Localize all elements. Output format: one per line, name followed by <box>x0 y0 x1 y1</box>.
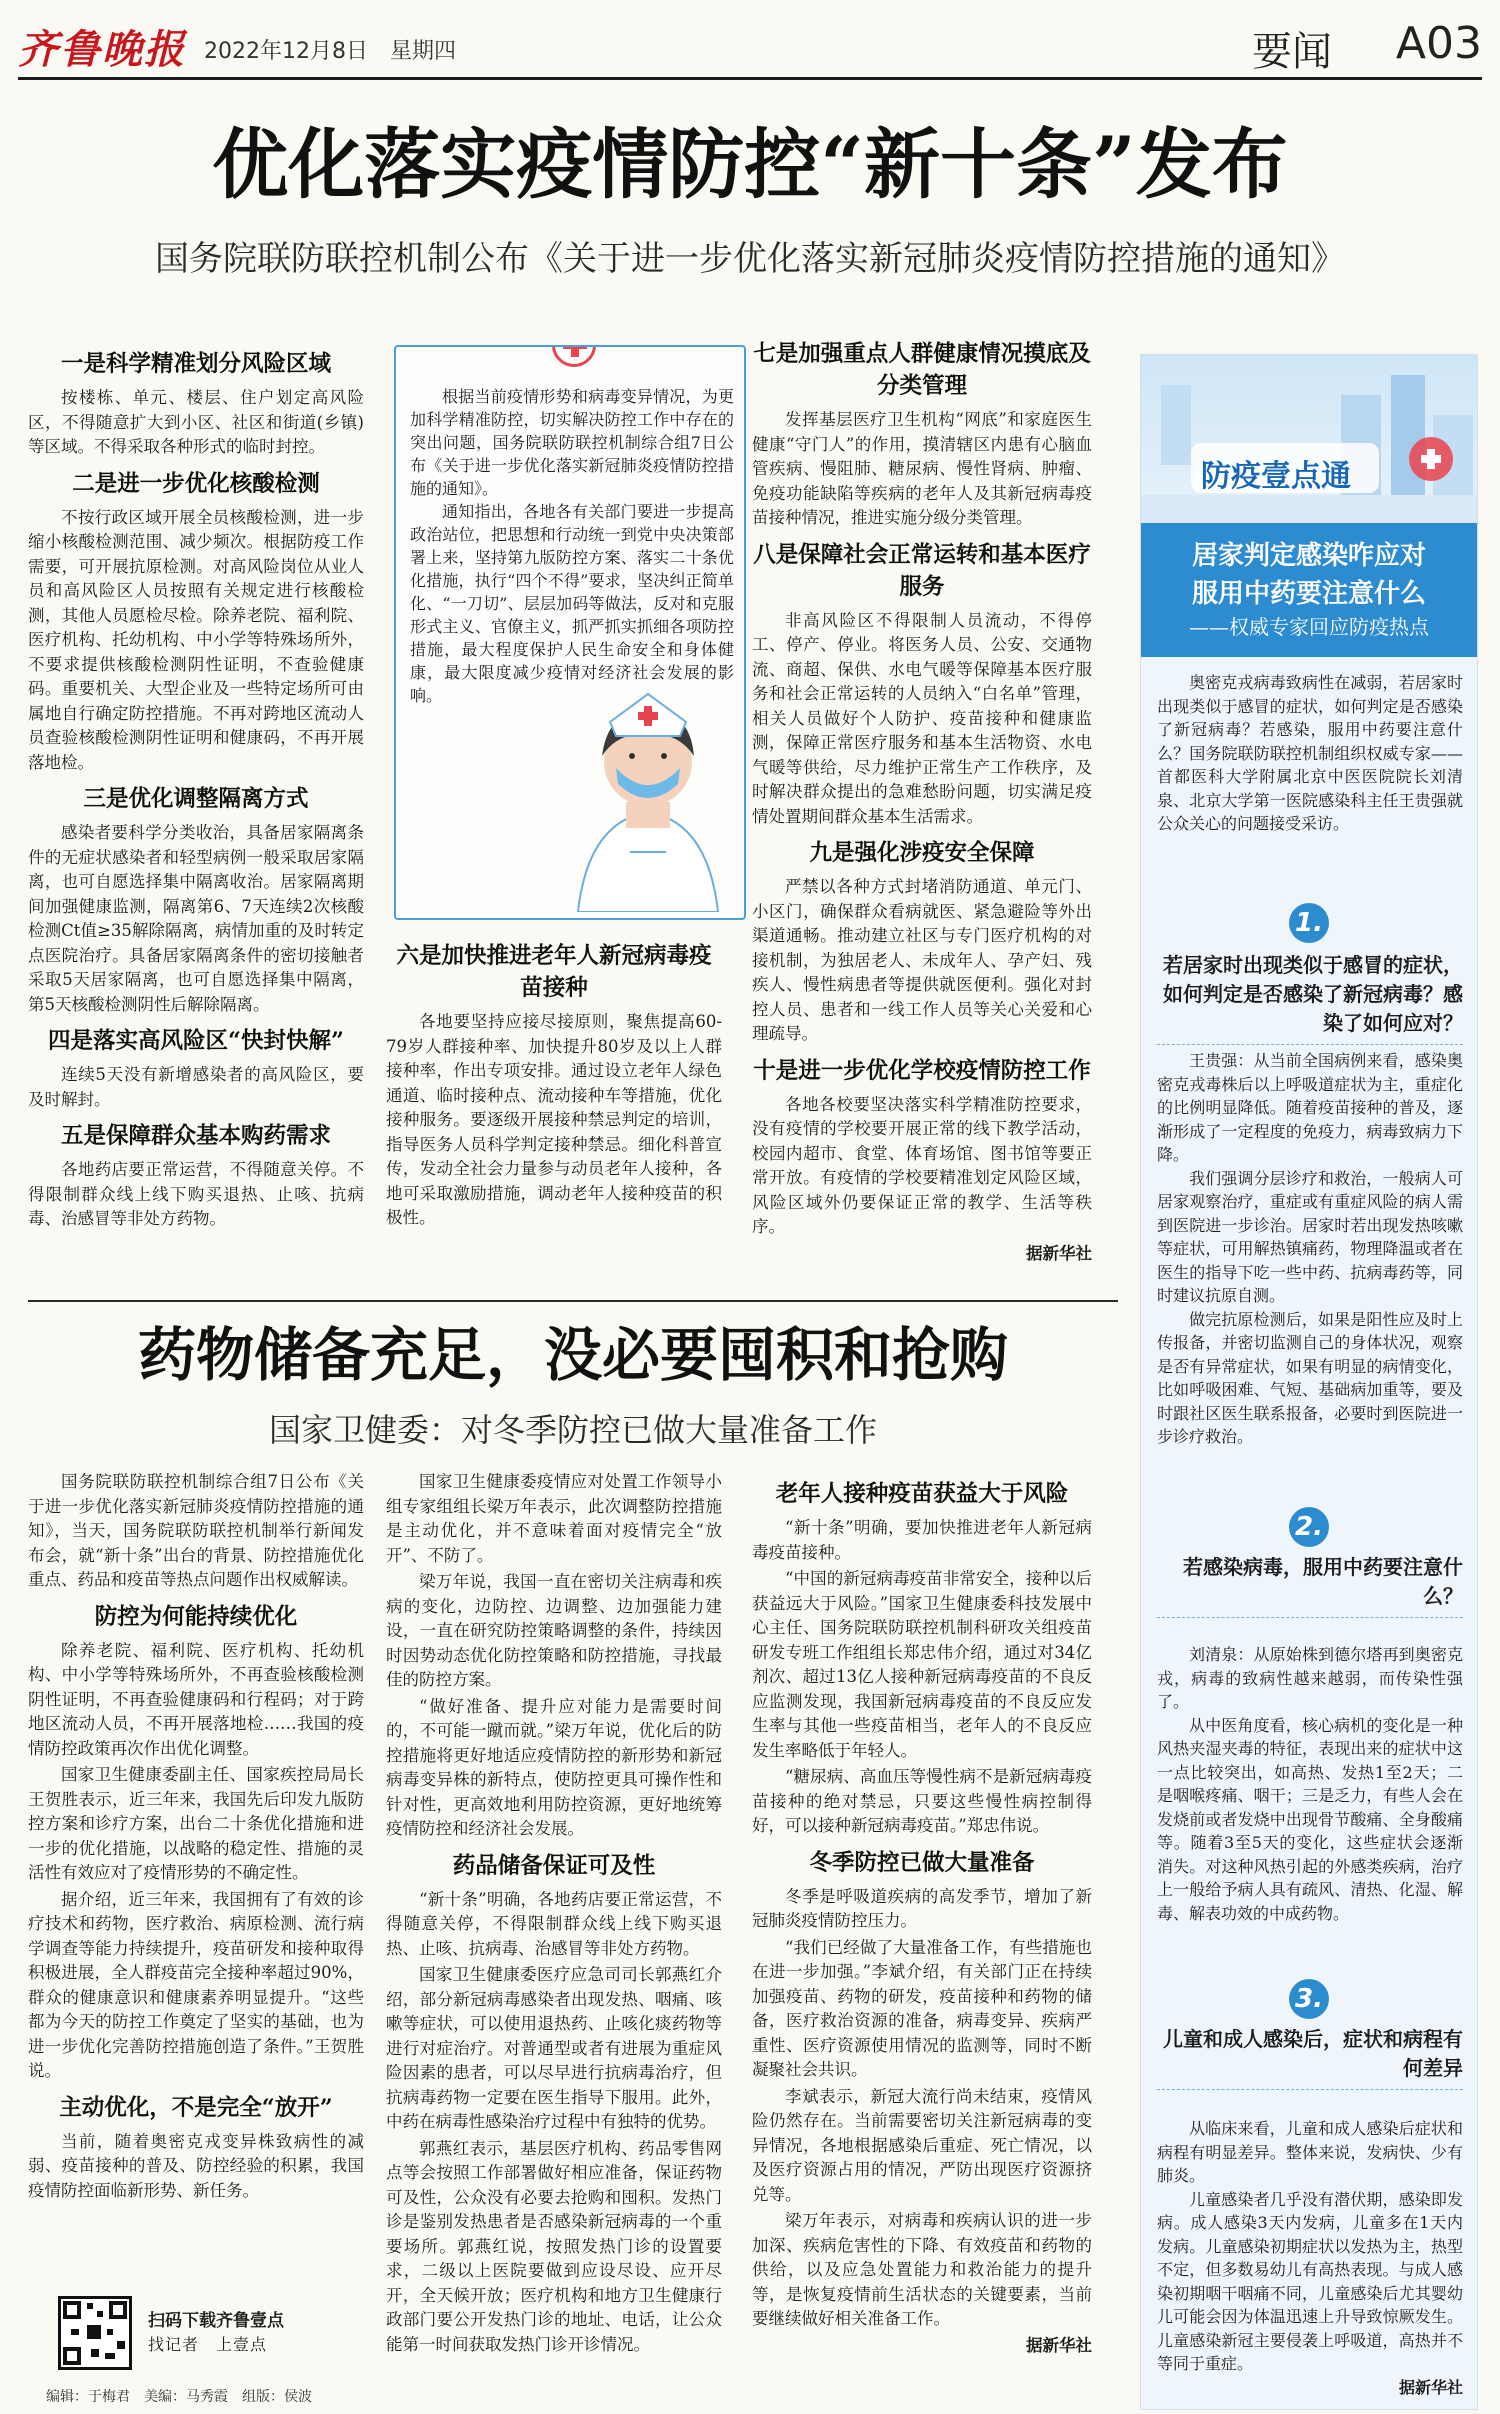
article1-subhead: 国务院联防联控机制公布《关于进一步优化落实新冠肺炎疫情防控措施的通知》 <box>155 239 1345 279</box>
sidebar-qa-panel <box>1140 354 1478 2410</box>
a2-s5-p3: 李斌表示，新冠大流行尚未结束，疫情风险仍然存在。当前需要密切关注新冠病毒的变异情况，各地根据感染后重症、死亡情况，以及医疗资源占用的情况，严防出现医疗资源挤兑等。 <box>752 2086 1092 2204</box>
article2-column-2 <box>386 1470 722 2410</box>
item-4-title: 四是落实高风险区“快封快解” <box>48 1028 344 1054</box>
a2-s3-p2: 国家卫生健康委医疗应急司司长郭燕红介绍，部分新冠病毒感染者出现发热、咽痛、咳嗽等症状，可以使用退热药、止咳化痰药物等进行对症治疗。对普通型或者有进展为重症风险因素的患者，可以尽早进行抗病毒治疗，但抗病毒药物一定要在医生指导下服用。此外，中药在病毒性感染治疗过程中有独特的优势。 <box>386 1965 722 2131</box>
a2-section-4-title: 老年人接种疫苗获益大于风险 <box>775 1481 1069 1507</box>
qa-number-1: 1. <box>1289 903 1329 943</box>
article2-headline: 药物储备充足，没必要囤积和抢购 <box>137 1321 1008 1389</box>
article1-column-3 <box>752 330 1092 1276</box>
article1-column-1 <box>28 340 364 1270</box>
article-divider <box>28 1300 1118 1302</box>
a2-s3-p3: 郭燕红表示，基层医疗机构、药品零售网点等会按照工作部署做好相应准备，保证药物可及性，公众没有必要去抢购和囤积。发热门诊是鉴别发热患者是否感染新冠病毒的一个重要场所。郭燕红说，按照发热门诊的设置要求，二级以上医院要做到应设尽设、应开尽开，全天候开放；医疗机构和地方卫生健康行政部门要公开发热门诊的地址、电话，让公众能第一时间获取发热门诊开诊情况。 <box>386 2138 722 2354</box>
a2-section-3-title: 药品储备保证可及性 <box>452 1852 656 1879</box>
article2-column-1 <box>28 1470 364 2270</box>
article2-credit: 据新华社 <box>1026 2335 1092 2355</box>
item-1-body: 按楼栋、单元、楼层、住户划定高风险区，不得随意扩大到小区、社区和街道(乡镇)等区域。不得采取各种形式的临时封控。 <box>28 388 364 456</box>
a2-s2-p4: “做好准备、提升应对能力是需要时间的，不可能一蹴而就。”梁万年说，优化后的防控措施将更好地适应疫情防控的新形势和新冠病毒变异株的新特点，使防控更具可操作性和针对性，更高效地利用防控资源，更好地统筹疫情防控和经济社会发展。 <box>386 1696 722 1838</box>
sidebar-title-block <box>1141 523 1477 657</box>
sidebar-title-line-1: 居家判定感染咋应对 <box>1191 541 1426 571</box>
sidebar-intro-text: 奥密克戎病毒致病性在减弱，若居家时出现类似于感冒的症状，如何判定是否感染了新冠病毒？若感染，服用中药要注意什么？国务院联防联控机制组织权威专家——首都医科大学附属北京中医医院院长刘清泉、北京大学第一医院感染科主任王贵强就公众关心的问题接受采访。 <box>1157 673 1463 833</box>
item-6-body: 各地要坚持应接尽接原则，聚焦提高60-79岁人群接种率、加快提升80岁及以上人群接种率，作出专项安排。通过设立老年人绿色通道、临时接种点、流动接种车等措施，优化接种服务。要逐级开展接种禁忌判定的培训，指导医务人员科学判定接种禁忌。细化科普宣传，发动全社会力量参与动员老年人接种，各地可采取激励措施，调动老年人接种疫苗的积极性。 <box>386 1012 722 1227</box>
a2-section-2-title: 主动优化，不是完全“放开” <box>59 2094 333 2121</box>
qa-1-answer-p3: 做完抗原检测后，如果是阳性应及时上传报备，并密切监测自己的身体状况，观察是否有异常症状，如果有明显的病情变化，比如呼吸困难、气短、基础病加重等，要及时跟社区医生联系报备，必要时到医院进一步诊疗救治。 <box>1157 1309 1463 1446</box>
qa-2-answer-p1: 刘清泉：从原始株到德尔塔再到奥密克戎，病毒的致病性越来越弱，而传染性强了。 <box>1157 1645 1463 1711</box>
item-5-body: 各地药店要正常运营，不得随意关停。不得限制群众线上线下购买退热、止咳、抗病毒、治感冒等非处方药物。 <box>28 1160 364 1228</box>
qa-3-answer-p2: 儿童感染者几乎没有潜伏期，感染即发病。成人感染3天内发病，儿童多在1天内发病。儿童感染初期症状以发热为主，热型不定，但多数易幼儿有高热表现。与成人感染初期咽干咽痛不同，儿童感染后尤其婴幼儿可能会因为体温迅速上升导致惊厥发生。儿童感染新冠主要侵袭上呼吸道，高热并不等同于重症。 <box>1157 2189 1463 2373</box>
a2-section-5-title: 冬季防控已做大量准备 <box>809 1849 1035 1876</box>
qa-3-question: 儿童和成人感染后，症状和病程有何差异 <box>1157 2025 1463 2090</box>
a2-s4-p1: “新十条”明确，要加快推进老年人新冠病毒疫苗接种。 <box>752 1518 1092 1562</box>
qa-1-question: 若居家时出现类似于感冒的症状，如何判定是否感染了新冠病毒？感染了如何应对？ <box>1157 951 1463 1045</box>
article1-column-2 <box>386 932 722 1272</box>
qa-number-2: 2. <box>1289 1507 1329 1547</box>
a2-s5-p1: 冬季是呼吸道疾病的高发季节，增加了新冠肺炎疫情防控压力。 <box>752 1886 1092 1930</box>
item-8-body: 非高风险区不得限制人员流动，不得停工、停产、停业。将医务人员、公安、交通物流、商超、保供、水电气暖等保障基本医疗服务和社会正常运转的人员纳入“白名单”管理，相关人员做好个人防护、疫苗接种和健康监测，保障正常医疗服务和基本生活物资、水电气暖等供给，尽力维护正常生产工作秩序，及时解决群众提出的急难愁盼问题，切实满足疫情处置期间群众基本生活需求。 <box>752 610 1092 826</box>
a2-s2-p1: 当前，随着奥密克戎变异株致病性的减弱、疫苗接种的普及、防控经验的积累，我国疫情防控面临新形势、新任务。 <box>28 2131 364 2200</box>
intro-paragraph-1: 根据当前疫情形势和病毒变异情况，为更加科学精准防控，切实解决防控工作中存在的突出问题，国务院联防联控机制综合组7日公布《关于进一步优化落实新冠肺炎疫情防控措施的通知》。 <box>410 387 734 498</box>
a2-s4-p3: “糖尿病、高血压等慢性病不是新冠病毒疫苗接种的绝对禁忌，只要这些慢性病控制得好，可以接种新冠病毒疫苗。”郑忠伟说。 <box>752 1767 1092 1835</box>
a2-s5-p4: 梁万年表示，对病毒和疾病认识的进一步加深、疾病危害性的下降、有效疫苗和药物的供给，以及应急处置能力和救治能力的提升等，是恢复疫情前生活状态的关键要素，当前要继续做好相关准备工作。 <box>752 2211 1092 2328</box>
item-9-body: 严禁以各种方式封堵消防通道、单元门、小区门，确保群众看病就医、紧急避险等外出渠道通畅。推动建立社区与专门医疗机构的对接机制，为独居老人、未成年人、孕产妇、残疾人、慢性病患者等提供就医便利。强化对封控人员、患者和一线工作人员等关心关爱和心理疏导。 <box>752 877 1092 1043</box>
issue-date: 2022年12月8日 星期四 <box>204 39 456 64</box>
item-4-body: 连续5天没有新增感染者的高风险区，要及时解封。 <box>28 1065 364 1109</box>
qr-code-icon[interactable] <box>58 2296 132 2370</box>
a2-s2-p2: 国家卫生健康委疫情应对处置工作领导小组专家组组长梁万年表示，此次调整防控措施是主动优化，并不意味着面对疫情完全“放开”、不防了。 <box>386 1472 722 1565</box>
article2-lead: 国务院联防联控机制综合组7日公布《关于进一步优化落实新冠肺炎疫情防控措施的通知》，当天，国务院联防联控机制举行新闻发布会，就“新十条”出台的背景、防控措施优化重点、药品和疫苗等热点问题作出权威解读。 <box>28 1472 364 1589</box>
a2-s1-p3: 据介绍，近三年来，我国拥有了有效的诊疗技术和药物，医疗救治、病原检测、流行病学调查等能力持续提升，疫苗研发和接种取得积极进展，全人群疫苗完全接种率超过90%，群众的健康意识和健康素养明显提升。“这些都为今天的防控工作奠定了坚实的基础，也为进一步优化完善防控措施创造了条件。”王贺胜说。 <box>28 1889 364 2080</box>
sidebar-subtitle: ——权威专家回应防疫热点 <box>1189 615 1429 639</box>
a2-s2-p3: 梁万年说，我国一直在密切关注病毒和疾病的变化，边防控、边调整、边加强能力建设，一直在研究防控策略调整的条件，持续因时因势动态优化防控策略和防控措施，寻找最佳的防控方案。 <box>386 1572 722 1689</box>
qr-caption: 扫码下载齐鲁壹点 <box>148 2311 284 2331</box>
sidebar-intro <box>1157 671 1463 836</box>
item-2-title: 二是进一步优化核酸检测 <box>72 470 320 497</box>
item-7-title: 七是加强重点人群健康情况摸底及分类管理 <box>753 341 1091 399</box>
page-number: A03 <box>1395 18 1482 69</box>
item-8-title: 八是保障社会正常运转和基本医疗服务 <box>753 541 1091 600</box>
item-10-body: 各地各校要坚决落实科学精准防控要求，没有疫情的学校要开展正常的线下教学活动，校园内超市、食堂、体育场馆、图书馆等要正常开放。有疫情的学校要精准划定风险区域，风险区域外仍要保证正常的教学、生活等秩序。 <box>752 1094 1092 1236</box>
item-10-title: 十是进一步优化学校疫情防控工作 <box>753 1057 1091 1084</box>
a2-s5-p2: “我们已经做了大量准备工作，有些措施也在进一步加强。”李斌介绍，有关部门正在持续加强疫苗、药物的研发，疫苗接种和药物的储备，医疗救治资源的准备，病毒变异、疾病严重性、医疗资源使用情况的监测等，同时不断凝聚社会共识。 <box>752 1937 1092 2079</box>
masthead <box>18 14 1482 80</box>
section-name: 要闻 <box>1252 29 1332 75</box>
city-skyline-illustration <box>1141 355 1477 523</box>
qa-3-answer <box>1157 2117 1463 2407</box>
item-7-body: 发挥基层医疗卫生机构“网底”和家庭医生健康“守门人”的作用，摸清辖区内患有心脑血管疾病、慢阻肺、糖尿病、慢性肾病、肿瘤、免疫功能缺陷等疾病的老年人及其新冠病毒疫苗接种情况，推进实施分级分类管理。 <box>752 410 1092 527</box>
item-6-title: 六是加快推进老年人新冠病毒疫苗接种 <box>396 943 712 1001</box>
item-9-title: 九是强化涉疫安全保障 <box>809 840 1035 866</box>
sidebar-banner-tag: 防疫壹点通 <box>1201 459 1351 494</box>
newspaper-logo: 齐鲁晚报 <box>18 26 186 73</box>
medical-cross-icon <box>552 345 596 367</box>
item-2-body: 不按行政区域开展全员核酸检测，进一步缩小核酸检测范围、减少频次。根据防疫工作需要，可开展抗原检测。对高风险岗位从业人员和高风险区人员按照有关规定进行核酸检测，其他人员愿检尽检。除养老院、福利院、医疗机构、托幼机构、中小学等特殊场所外，不要求提供核酸检测阴性证明，不查验健康码。重要机关、大型企业及一些特定场所可由属地自行确定防控措施。不再对跨地区流动人员查验核酸检测阴性证明和健康码，不再开展落地检。 <box>28 507 364 772</box>
intro-text <box>410 385 734 707</box>
qa-1-answer-p2: 我们强调分层诊疗和救治，一般病人可居家观察治疗，重症或有重症风险的病人需到医院进一步诊治。居家时若出现发热咳嗽等症状，可用解热镇痛药，物理降温或者在医生的指导下吃一些中药、抗病毒药等，同时建议抗原自测。 <box>1157 1168 1463 1305</box>
editor-credits: 编辑：于梅君 美编：马秀霞 组版：侯波 <box>46 2389 312 2405</box>
a2-s1-p2: 国家卫生健康委副主任、国家疾控局局长王贺胜表示，近三年来，我国先后印发九版防控方案和诊疗方案，出台二十条优化措施和进一步的优化措施，以战略的稳定性、措施的灵活性有效应对了疫情形势的不确定性。 <box>28 1765 364 1882</box>
sidebar-credit: 据新华社 <box>1398 2377 1463 2397</box>
item-3-title: 三是优化调整隔离方式 <box>83 786 309 812</box>
a2-section-1-title: 防控为何能持续优化 <box>94 1603 298 1630</box>
article1-intro-box <box>394 345 746 920</box>
qa-2-answer <box>1157 1643 1463 2001</box>
a2-s3-p1: “新十条”明确，各地药店要正常运营，不得随意关停，不得限制群众线上线下购买退热、止咳、抗病毒、治感冒等非处方药物。 <box>386 1889 722 1958</box>
a2-s4-p2: “中国的新冠病毒疫苗非常安全，接种以后获益远大于风险。”国家卫生健康委科技发展中心主任、国务院联防联控机制科研攻关组疫苗研发专班工作组组长郑忠伟介绍，通过对34亿剂次、超过13亿人接种新冠病毒疫苗的不良反应监测发现，我国新冠病毒疫苗的不良反应发生率与其他一些疫苗相当，老年人的不良反应发生率略低于年轻人。 <box>752 1569 1092 1760</box>
qa-2-answer-p2: 从中医角度看，核心病机的变化是一种风热夹湿夹毒的特征，表现出来的症状中这一点比较突出，如高热、发热1至2天；二是咽喉疼痛、咽干；三是乏力，有些人会在发烧前或者发烧中出现骨节酸痛、全身酸痛等。随着3至5天的变化，这些症状会逐渐消失。对这种风热引起的外感类疾病，治疗上一般给予病人具有疏风、清热、化湿、解毒、解表功效的中成药物。 <box>1157 1715 1463 1923</box>
item-1-title: 一是科学精准划分风险区域 <box>60 351 331 377</box>
sidebar-banner <box>1141 355 1477 523</box>
intro-paragraph-2: 通知指出，各地各有关部门要进一步提高政治站位，把思想和行动统一到党中央决策部署上来，坚持第九版防控方案、落实二十条优化措施，执行“四个不得”要求，坚决纠正简单化、“一刀切”、层层加码等做法，反对和克服形式主义、官僚主义，抓严抓实抓细各项防控措施，最大程度保护人民生命安全和身体健康，最大限度减少疫情对经济社会发展的影响。 <box>410 502 734 705</box>
article2-subhead: 国家卫健委：对冬季防控已做大量准备工作 <box>268 1411 877 1449</box>
qa-1-answer-p1: 王贵强：从当前全国病例来看，感染奥密克戎毒株后以上呼吸道症状为主，重症化的比例明显降低。随着疫苗接种的普及，逐渐形成了一定程度的免疫力，病毒致病力下降。 <box>1157 1051 1463 1164</box>
item-3-body: 感染者要科学分类收治，具备居家隔离条件的无症状感染者和轻型病例一般采取居家隔离，也可自愿选择集中隔离收治。居家隔离期间加强健康监测，隔离第6、7天连续2次核酸检测Ct值≥35解除隔离，病情加重的及时转定点医院治疗。具备居家隔离条件的密切接触者采取5天居家隔离，也可自愿选择集中隔离，第5天核酸检测阴性后解除隔离。 <box>28 823 364 1014</box>
qa-number-3: 3. <box>1289 1979 1329 2019</box>
sidebar-title-line-2: 服用中药要注意什么 <box>1191 579 1426 609</box>
qr-caption-2: 找记者 上壹点 <box>148 2335 268 2354</box>
article2-column-3 <box>752 1470 1092 2410</box>
article1-credit: 据新华社 <box>1026 1243 1092 1263</box>
item-5-title: 五是保障群众基本购药需求 <box>60 1123 331 1149</box>
a2-s1-p1: 除养老院、福利院、医疗机构、托幼机构、中小学等特殊场所外，不再查验核酸检测阴性证明，不再查验健康码和行程码；对于跨地区流动人员，不再开展落地检……我国的疫情防控政策再次作出优化调整。 <box>28 1640 364 1758</box>
article1-headline: 优化落实疫情防控“新十条”发布 <box>212 120 1288 209</box>
qa-3-answer-p1: 从临床来看，儿童和成人感染后症状和病程有明显差异。整体来说，发病快、少有肺炎。 <box>1157 2119 1463 2185</box>
qa-2-question: 若感染病毒，服用中药要注意什么？ <box>1157 1553 1463 1618</box>
